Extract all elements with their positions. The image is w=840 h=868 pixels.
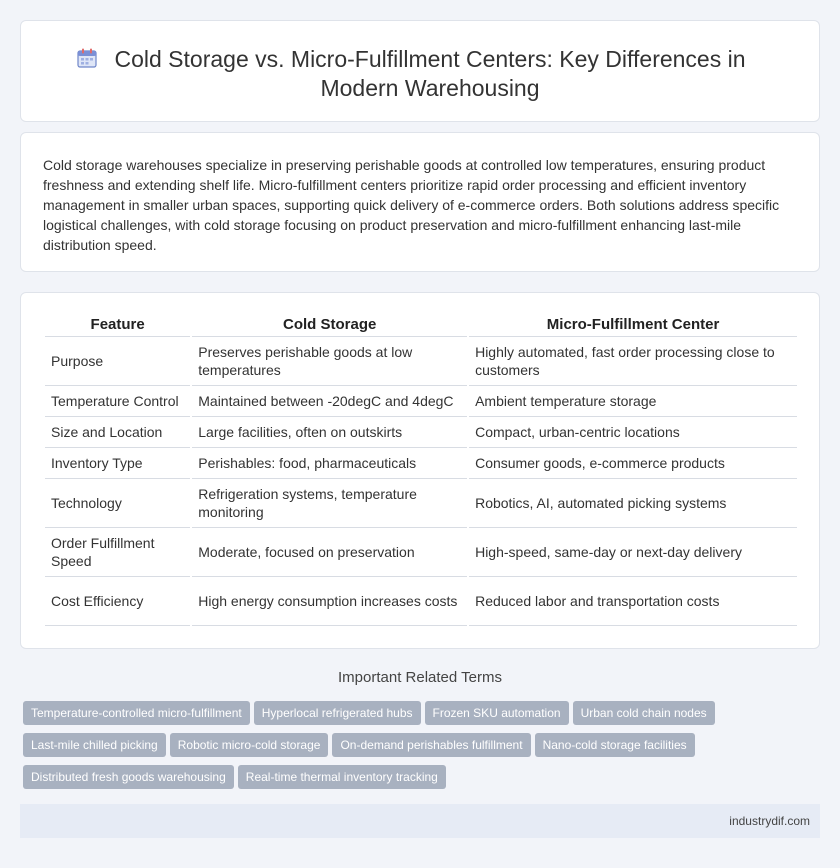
footer-site-link[interactable]: industrydif.com bbox=[729, 814, 810, 828]
table-row bbox=[45, 417, 797, 448]
table-cell: Preserves perishable goods at low temperatures bbox=[192, 337, 467, 386]
related-term-tag[interactable]: Hyperlocal refrigerated hubs bbox=[254, 701, 421, 725]
table-cell: Ambient temperature storage bbox=[469, 386, 797, 417]
table-cell: Compact, urban-centric locations bbox=[469, 417, 797, 448]
table-row bbox=[45, 479, 797, 528]
table-cell: Maintained between -20degC and 4degC bbox=[192, 386, 467, 417]
related-term-tag[interactable]: Real-time thermal inventory tracking bbox=[238, 765, 446, 789]
related-term-tag[interactable]: Distributed fresh goods warehousing bbox=[23, 765, 234, 789]
table-cell: Robotics, AI, automated picking systems bbox=[469, 479, 797, 528]
header-card bbox=[20, 20, 820, 122]
table-cell: Reduced labor and transportation costs bbox=[469, 577, 797, 626]
related-term-tag[interactable]: Nano-cold storage facilities bbox=[535, 733, 695, 757]
table-header-feature: Feature bbox=[45, 315, 190, 337]
table-row bbox=[45, 528, 797, 577]
footer bbox=[20, 804, 820, 838]
related-term-tag[interactable]: On-demand perishables fulfillment bbox=[332, 733, 530, 757]
page-title: Cold Storage vs. Micro-Fulfillment Centers: Key Differences in Modern Warehousing bbox=[114, 46, 746, 101]
comparison-table-card bbox=[20, 292, 820, 649]
related-terms-tags bbox=[23, 701, 723, 797]
related-terms-title: Important Related Terms bbox=[338, 669, 502, 686]
table-cell: High-speed, same-day or next-day delivery bbox=[469, 528, 797, 577]
table-cell: High energy consumption increases costs bbox=[192, 577, 467, 626]
table-cell: Technology bbox=[45, 479, 190, 528]
related-term-tag[interactable]: Urban cold chain nodes bbox=[573, 701, 715, 725]
table-cell: Temperature Control bbox=[45, 386, 190, 417]
table-cell: Purpose bbox=[45, 337, 190, 386]
related-term-tag[interactable]: Temperature-controlled micro-fulfillment bbox=[23, 701, 250, 725]
table-row bbox=[45, 386, 797, 417]
table-cell: Inventory Type bbox=[45, 448, 190, 479]
related-term-tag[interactable]: Frozen SKU automation bbox=[425, 701, 569, 725]
table-row bbox=[45, 448, 797, 479]
comparison-table bbox=[43, 315, 799, 626]
table-cell: Moderate, focused on preservation bbox=[192, 528, 467, 577]
table-cell: Highly automated, fast order processing close to customers bbox=[469, 337, 797, 386]
table-cell: Cost Efficiency bbox=[45, 577, 190, 626]
intro-card bbox=[20, 132, 820, 272]
related-term-tag[interactable]: Robotic micro-cold storage bbox=[170, 733, 329, 757]
table-row bbox=[45, 577, 797, 626]
table-cell: Size and Location bbox=[45, 417, 190, 448]
table-cell: Consumer goods, e-commerce products bbox=[469, 448, 797, 479]
table-header-cold-storage: Cold Storage bbox=[192, 315, 467, 337]
table-row bbox=[45, 337, 797, 386]
table-cell: Large facilities, often on outskirts bbox=[192, 417, 467, 448]
related-term-tag[interactable]: Last-mile chilled picking bbox=[23, 733, 166, 757]
table-cell: Order Fulfillment Speed bbox=[45, 528, 190, 577]
table-cell: Refrigeration systems, temperature monitoring bbox=[192, 479, 467, 528]
table-header-row bbox=[45, 315, 797, 337]
intro-paragraph: Cold storage warehouses specialize in preserving perishable goods at controlled low temperatures, ensuring product freshness and extending shelf life. Micro-fulfillment centers prioritize rapid order processing and efficient inventory management in smaller urban spaces, supporting quick delivery of e-commerce orders. Both solutions address specific logistical challenges, with cold storage focusing on product preservation and micro-fulfillment enhancing last-mile distribution speed. bbox=[43, 157, 780, 253]
table-header-micro-fulfillment: Micro-Fulfillment Center bbox=[469, 315, 797, 337]
table-cell: Perishables: food, pharmaceuticals bbox=[192, 448, 467, 479]
